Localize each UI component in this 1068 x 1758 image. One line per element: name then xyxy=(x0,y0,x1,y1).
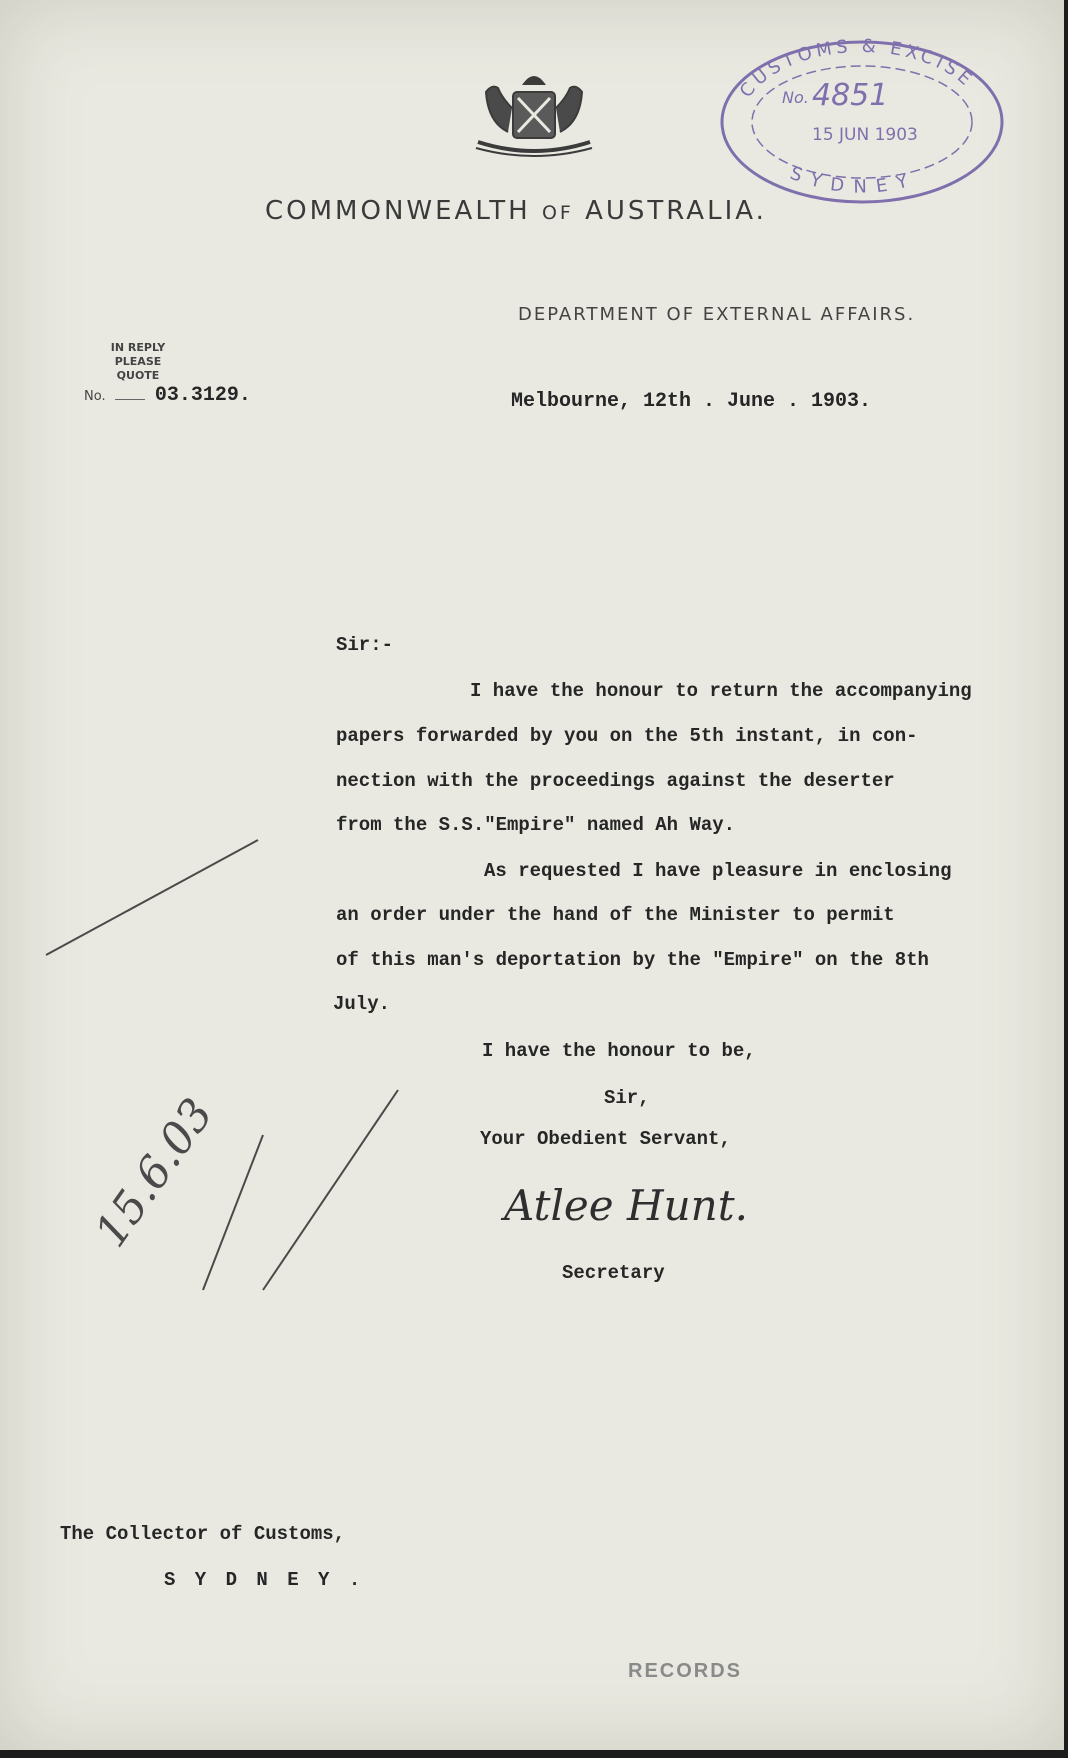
customs-stamp xyxy=(712,30,1014,220)
reply-line2: PLEASE QUOTE xyxy=(114,355,162,382)
body-line: I have the honour to return the accompanying xyxy=(470,680,972,702)
title-end: AUSTRALIA. xyxy=(585,196,767,226)
body-line: from the S.S."Empire" named Ah Way. xyxy=(336,814,736,836)
signature-text: Atlee Hunt. xyxy=(504,1181,748,1230)
closing-line: Your Obedient Servant, xyxy=(480,1128,731,1150)
stamp-no-label: No. xyxy=(782,88,809,107)
coat-of-arms-icon xyxy=(458,62,610,162)
body-line: July. xyxy=(333,993,391,1015)
closing-line: I have the honour to be, xyxy=(482,1040,756,1062)
signature-title: Secretary xyxy=(562,1262,665,1284)
addressee-line2: S Y D N E Y . xyxy=(164,1569,365,1591)
reply-block xyxy=(98,341,178,383)
closing-line: Sir, xyxy=(604,1087,650,1109)
stamp-date: 15 JUN 1903 xyxy=(812,125,918,145)
stamp-arc-bottom: SYDNEY xyxy=(787,162,920,198)
reply-no-label: No. xyxy=(84,389,106,404)
handwritten-annotation xyxy=(8,830,428,1310)
reply-number: 03.3129. xyxy=(154,384,251,407)
handwritten-date: 15.6.03 xyxy=(85,1089,224,1257)
stamp-number: 4851 xyxy=(812,78,889,113)
place-date: Melbourne, 12th . June . 1903. xyxy=(511,390,872,413)
signature xyxy=(498,1170,878,1240)
svg-text:SYDNEY xyxy=(787,163,919,198)
title-of: OF xyxy=(541,202,574,224)
title-main: COMMONWEALTH xyxy=(265,196,531,226)
body-line: As requested I have pleasure in enclosing xyxy=(484,860,952,882)
body-line: an order under the hand of the Minister to permit xyxy=(336,904,895,926)
department-name: DEPARTMENT OF EXTERNAL AFFAIRS. xyxy=(518,304,916,325)
salutation: Sir:- xyxy=(336,634,394,656)
addressee-line1: The Collector of Customs, xyxy=(60,1523,346,1545)
stamp-arc-top: CUSTOMS & EXCISE xyxy=(735,35,979,102)
letterhead-title xyxy=(265,196,767,226)
reply-line1: IN REPLY xyxy=(110,341,166,354)
body-line: papers forwarded by you on the 5th instant, in con- xyxy=(336,725,918,747)
body-line: of this man's deportation by the "Empire" on the 8th xyxy=(336,949,929,971)
body-line: nection with the proceedings against the deserter xyxy=(336,770,895,792)
reply-number-row xyxy=(84,384,251,407)
records-stamp: RECORDS xyxy=(628,1660,743,1682)
